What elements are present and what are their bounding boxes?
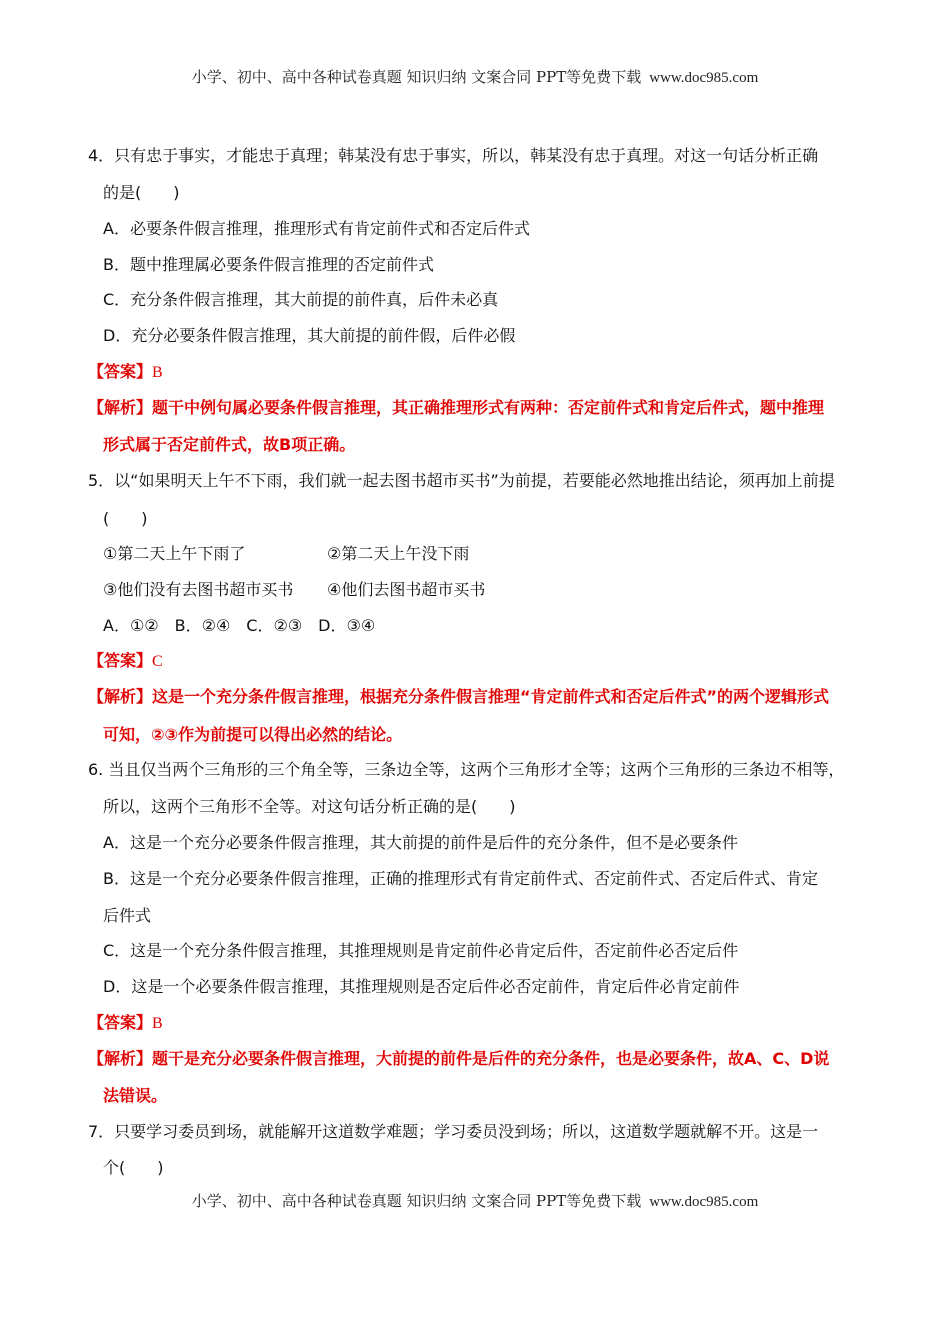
q6-stem-line2: 所以，这两个三角形不全等。对这句话分析正确的是( ) bbox=[103, 797, 516, 816]
header-url: www.doc985.com bbox=[649, 70, 759, 86]
q4-option-a: A．必要条件假言推理，推理形式有肯定前件式和否定后件式 bbox=[103, 219, 530, 238]
q7-stem-line2: 个( ) bbox=[103, 1158, 164, 1177]
q6-answer bbox=[88, 1012, 163, 1035]
q4-answer-value: B bbox=[152, 364, 163, 381]
q5-explanation-line2: 可知，②③作为前提可以得出必然的结论。 bbox=[103, 725, 403, 744]
q4-stem-line1: 4．只有忠于事实，才能忠于真理；韩某没有忠于事实，所以，韩某没有忠于真理。对这一句话分析正确 bbox=[88, 146, 819, 165]
q6-option-d: D．这是一个必要条件假言推理，其推理规则是否定后件必否定前件，肯定后件必肯定前件 bbox=[103, 977, 740, 996]
q4-answer bbox=[88, 361, 163, 384]
q4-answer-label: 【答案】 bbox=[88, 362, 153, 381]
q6-answer-value: B bbox=[152, 1015, 163, 1032]
header-text: 小学、初中、高中各种试卷真题 知识归纳 文案合同 PPT等免费下载 bbox=[191, 68, 642, 86]
footer-url: www.doc985.com bbox=[649, 1194, 759, 1210]
q5-stem-line1: 5．以“如果明天上午不下雨，我们就一起去图书超市买书”为前提，若要能必然地推出结论，须再加上前提 bbox=[88, 471, 835, 490]
q5-stem-line2: ( ) bbox=[103, 509, 148, 528]
page-footer bbox=[0, 1190, 950, 1211]
q4-explanation-line2: 形式属于否定前件式，故B项正确。 bbox=[103, 435, 356, 454]
q5-premise-3: ③他们没有去图书超市买书 bbox=[103, 580, 294, 599]
q4-option-d: D．充分必要条件假言推理，其大前提的前件假，后件必假 bbox=[103, 326, 516, 345]
q5-premise-4: ④他们去图书超市买书 bbox=[327, 580, 486, 599]
q6-explanation-line2: 法错误。 bbox=[103, 1086, 168, 1105]
q5-answer bbox=[88, 650, 163, 673]
q6-option-a: A．这是一个充分必要条件假言推理，其大前提的前件是后件的充分条件，但不是必要条件 bbox=[103, 833, 738, 852]
q6-stem-line1: 6. 当且仅当两个三角形的三个角全等，三条边全等，这两个三角形才全等；这两个三角形的三条边不相等， bbox=[88, 760, 845, 779]
q5-choices: A．①② B．②④ C．②③ D．③④ bbox=[103, 616, 376, 635]
q6-option-b-line2: 后件式 bbox=[103, 906, 152, 925]
footer-text: 小学、初中、高中各种试卷真题 知识归纳 文案合同 PPT等免费下载 bbox=[191, 1192, 642, 1210]
q4-option-c: C．充分条件假言推理，其大前提的前件真，后件未必真 bbox=[103, 290, 499, 309]
q5-explanation-line1: 【解析】这是一个充分条件假言推理，根据充分条件假言推理“肯定前件式和否定后件式”的两个逻辑形式 bbox=[88, 687, 830, 706]
q4-explanation-line1: 【解析】题干中例句属必要条件假言推理，其正确推理形式有两种：否定前件式和肯定后件式，题中推理 bbox=[88, 398, 825, 417]
q4-option-b: B．题中推理属必要条件假言推理的否定前件式 bbox=[103, 255, 434, 274]
q5-premise-2: ②第二天上午没下雨 bbox=[327, 544, 470, 563]
q5-answer-label: 【答案】 bbox=[88, 651, 153, 670]
q7-stem-line1: 7．只要学习委员到场，就能解开这道数学难题；学习委员没到场；所以，这道数学题就解不开。这是一 bbox=[88, 1122, 819, 1141]
q6-explanation-line1: 【解析】题干是充分必要条件假言推理，大前提的前件是后件的充分条件，也是必要条件，故A、C、D说 bbox=[88, 1049, 830, 1068]
q5-answer-value: C bbox=[152, 653, 163, 670]
q6-option-b-line1: B．这是一个充分必要条件假言推理，正确的推理形式有肯定前件式、否定前件式、否定后件式、肯定 bbox=[103, 869, 818, 888]
page-header bbox=[0, 66, 950, 87]
q5-premise-1: ①第二天上午下雨了 bbox=[103, 544, 246, 563]
q6-answer-label: 【答案】 bbox=[88, 1013, 153, 1032]
q6-option-c: C．这是一个充分条件假言推理，其推理规则是肯定前件必肯定后件，否定前件必否定后件 bbox=[103, 941, 739, 960]
q4-stem-line2: 的是( ) bbox=[103, 183, 180, 202]
